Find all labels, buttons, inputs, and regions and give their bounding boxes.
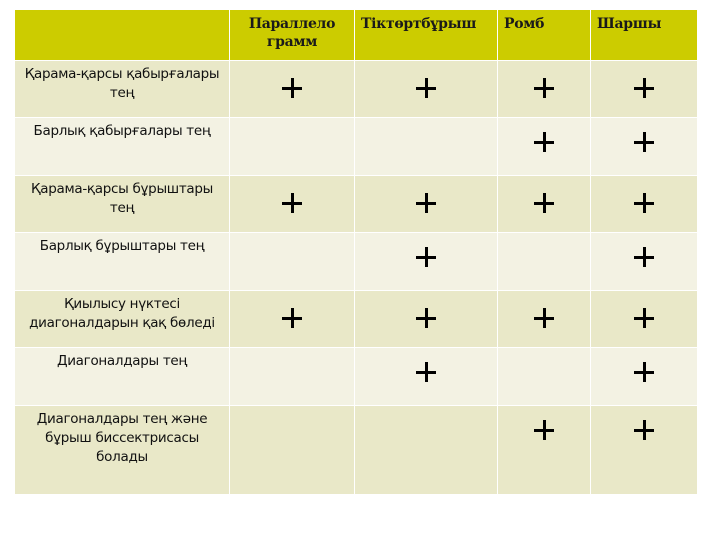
plus-icon bbox=[534, 193, 554, 213]
table-row bbox=[15, 61, 698, 118]
property-label: Қарама-қарсы қабырғалары тең bbox=[15, 61, 230, 118]
cell-parallelogram bbox=[230, 291, 355, 348]
property-label: Қиылысу нүктесі диагоналдарын қақ бөледі bbox=[15, 291, 230, 348]
cell-parallelogram bbox=[230, 61, 355, 118]
plus-icon bbox=[634, 362, 654, 382]
cell-rhombus bbox=[498, 176, 591, 233]
plus-icon bbox=[282, 193, 302, 213]
header-rhombus: Ромб bbox=[498, 10, 591, 61]
plus-icon bbox=[634, 78, 654, 98]
plus-icon bbox=[416, 247, 436, 267]
header-square: Шаршы bbox=[591, 10, 698, 61]
cell-rhombus bbox=[498, 118, 591, 176]
plus-icon bbox=[282, 308, 302, 328]
plus-icon bbox=[416, 193, 436, 213]
header-corner bbox=[15, 10, 230, 61]
cell-parallelogram bbox=[230, 233, 355, 291]
plus-icon bbox=[634, 247, 654, 267]
header-row bbox=[15, 10, 698, 61]
cell-rectangle bbox=[355, 348, 498, 406]
cell-parallelogram bbox=[230, 406, 355, 495]
cell-rectangle bbox=[355, 176, 498, 233]
header-rectangle: Тіктөртбұрыш bbox=[355, 10, 498, 61]
cell-parallelogram bbox=[230, 176, 355, 233]
table-row bbox=[15, 176, 698, 233]
plus-icon bbox=[534, 132, 554, 152]
plus-icon bbox=[634, 193, 654, 213]
property-label: Диагоналдары тең және бұрыш биссектрисасы болады bbox=[15, 406, 230, 495]
cell-rhombus bbox=[498, 348, 591, 406]
cell-square bbox=[591, 348, 698, 406]
header-parallelogram: Параллело грамм bbox=[230, 10, 355, 61]
cell-rhombus bbox=[498, 406, 591, 495]
plus-icon bbox=[534, 420, 554, 440]
table-row bbox=[15, 233, 698, 291]
cell-parallelogram bbox=[230, 118, 355, 176]
table-row bbox=[15, 118, 698, 176]
cell-square bbox=[591, 61, 698, 118]
cell-rhombus bbox=[498, 61, 591, 118]
plus-icon bbox=[634, 308, 654, 328]
property-label: Барлық қабырғалары тең bbox=[15, 118, 230, 176]
cell-square bbox=[591, 233, 698, 291]
cell-rectangle bbox=[355, 406, 498, 495]
cell-square bbox=[591, 406, 698, 495]
cell-rectangle bbox=[355, 61, 498, 118]
cell-rhombus bbox=[498, 233, 591, 291]
cell-square bbox=[591, 176, 698, 233]
cell-parallelogram bbox=[230, 348, 355, 406]
cell-rectangle bbox=[355, 233, 498, 291]
properties-table bbox=[14, 9, 698, 495]
plus-icon bbox=[634, 132, 654, 152]
plus-icon bbox=[634, 420, 654, 440]
property-label: Қарама-қарсы бұрыштары тең bbox=[15, 176, 230, 233]
plus-icon bbox=[282, 78, 302, 98]
plus-icon bbox=[416, 362, 436, 382]
property-label: Барлық бұрыштары тең bbox=[15, 233, 230, 291]
cell-rhombus bbox=[498, 291, 591, 348]
cell-square bbox=[591, 118, 698, 176]
plus-icon bbox=[534, 78, 554, 98]
table-row bbox=[15, 291, 698, 348]
cell-rectangle bbox=[355, 118, 498, 176]
cell-square bbox=[591, 291, 698, 348]
cell-rectangle bbox=[355, 291, 498, 348]
property-label: Диагоналдары тең bbox=[15, 348, 230, 406]
table-row bbox=[15, 348, 698, 406]
plus-icon bbox=[534, 308, 554, 328]
plus-icon bbox=[416, 308, 436, 328]
plus-icon bbox=[416, 78, 436, 98]
table-row bbox=[15, 406, 698, 495]
